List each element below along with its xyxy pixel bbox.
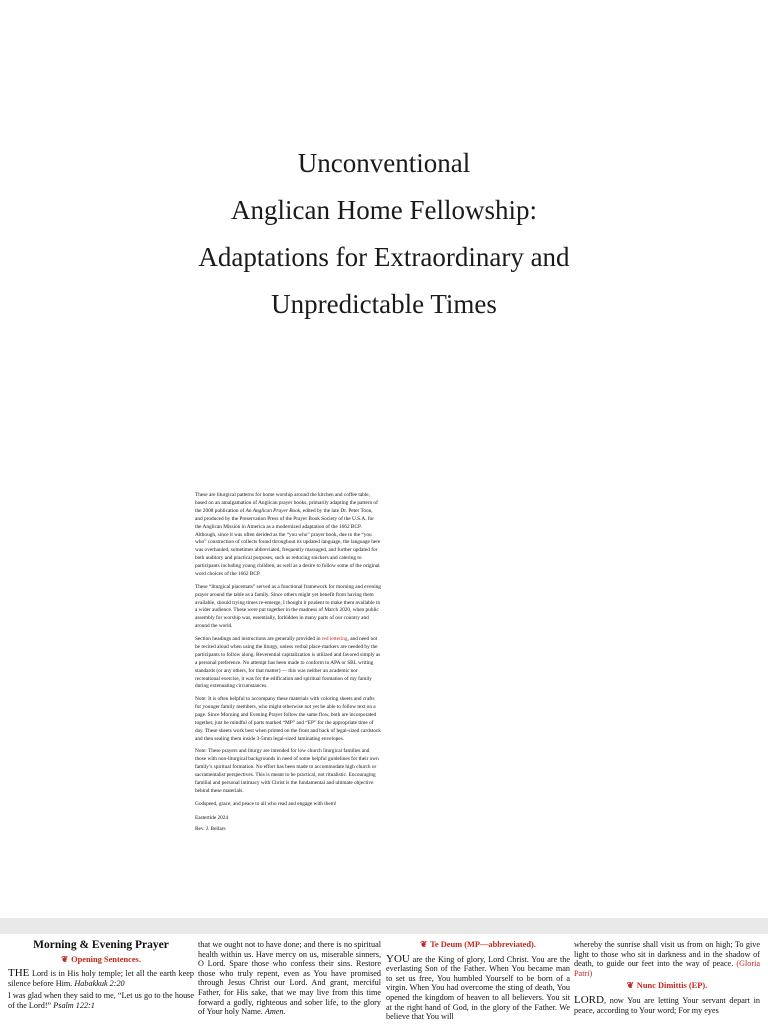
subheading: ❦ Te Deum (MP—abbreviated). bbox=[420, 940, 536, 949]
date-line: Eastertide 2024 bbox=[195, 815, 229, 821]
amen: Amen. bbox=[264, 1007, 286, 1017]
scripture-reference: Habakkuk 2:20 bbox=[74, 978, 125, 988]
sentence: THE Lord is in His holy temple; let all the earth keep silence before Him. Habakkuk 2:20 bbox=[8, 967, 194, 988]
title-line: Anglican Home Fellowship: bbox=[231, 195, 537, 225]
document-title bbox=[0, 140, 768, 328]
column-3 bbox=[386, 940, 570, 1024]
leaf-ornament-icon: ❦ bbox=[61, 954, 69, 964]
confession-text: that we ought not to have done; and there is no spiritual health within us. Have mercy on us, miserable sinners, O Lord. Spare those who confess their sins. Restore those who truly repent, even as You have promised through Jesus Christ our Lord. And grant, merciful Father, for His sake, that we may live from this time forward a godly, righteous and sober life, to the glory of Your holy Name. Amen. bbox=[198, 940, 381, 1017]
liturgy-page bbox=[0, 934, 768, 1024]
gloria-patri-rubric: (Gloria Patri) bbox=[574, 959, 760, 978]
column-1 bbox=[8, 940, 194, 1014]
book-title: An Anglican Prayer Book bbox=[245, 507, 301, 514]
intro-paragraph: These “liturgical placemats” served as a functional framework for morning and evening prayer around the table as a family. Since others might yet benefit from having them available, should trying times re-emerge, I thought it prudent to make them available to a wider audience. These were put together in the madness of March 2020, when public assembly for worship was, essentially, forbidden in many parts of our country and around the world. bbox=[195, 583, 381, 630]
title-line: Adaptations for Extraordinary and bbox=[198, 242, 570, 272]
canticle-text: whereby the sunrise shall visit us from on high; To give light to those who sit in darkness and in the shadow of death, to guide our feet into the way of peace. (Gloria Patri) bbox=[574, 940, 760, 978]
sentence: I was glad when they said to me, “Let us go to the house of the Lord!” Psalm 122:1 bbox=[8, 991, 194, 1010]
column-4 bbox=[574, 940, 760, 1018]
column-2 bbox=[198, 940, 381, 1020]
section-heading: Morning & Evening Prayer bbox=[33, 939, 169, 951]
introduction bbox=[195, 492, 381, 813]
scripture-reference: Psalm 122:1 bbox=[53, 1000, 95, 1010]
canticle-text: YOU are the King of glory, Lord Christ. You are the everlasting Son of the Father. When You became man to set us free, You humbled Yourself to be born of a virgin. When You had overcome the sting of death, You opened the kingdom of heaven to all believers. You sit at the right hand of God, in the glory of the Father. We believe that You will bbox=[386, 952, 570, 1022]
leaf-ornament-icon: ❦ bbox=[626, 981, 634, 991]
intro-note: Note: It is often helpful to accompany these materials with coloring sheets and crafts for younger family members, who might otherwise not yet be able to follow text on a page. Since Morning and Evening Prayer follow the same flow, both are incorporated together, just be mindful of parts marked “MP” and “EP” for the appropriate time of day. These sheets work best when printed on the front and back of legal-sized cardstock and then sealing them inside 3-5mm legal-sized laminating envelopes. bbox=[195, 696, 381, 742]
intro-closing: Godspeed, grace, and peace to all who read and engage with them! bbox=[195, 800, 337, 807]
red-lettering-sample: red lettering bbox=[321, 636, 348, 642]
title-line: Unpredictable Times bbox=[271, 289, 497, 319]
leaf-ornament-icon: ❦ bbox=[420, 940, 428, 949]
intro-paragraph: These are liturgical patterns for home worship around the kitchen and coffee table, based on an amalgamation of Anglican prayer books, primarily adapting the pattern of the 2008 publication of An Anglican Prayer Book, edited by the late Dr. Peter Toon, and produced by the Preservation Press of the Prayer Book Society of the U.S.A. for the Anglican Mission in America as a modernized adaptation of the 1662 BCP. Although, since it was often derided as the “you who” prayer book, due to the “you who” construction of collects found throughout its updated language, the language here was overhauled, sometimes abbreviated, frequently massaged, and further updated for both auditory and practical purposes, such as reducing snickers and catering to participants including young children, as well as a desire to follow some of the original word choices of the 1662 BCP. bbox=[195, 492, 381, 578]
author-line: Rev. J. Bellars bbox=[195, 826, 226, 832]
intro-note: Note: These prayers and liturgy are intended for low church liturgical families and those with non-liturgical backgrounds in need of some helpful guidelines for their own family’s spiritual formation. No effort has been made to accommodate high church or sacramentalist perspectives. This is meant to be practical, not ritualistic. Encouraging familial and personal intimacy with Christ is the fundamental and ultimate objective behind these materials. bbox=[195, 748, 379, 794]
signature-block bbox=[195, 813, 228, 835]
page-divider bbox=[0, 918, 768, 934]
canticle-text: LORD, now You are letting Your servant depart in peace, according to Your word; For my eyes bbox=[574, 993, 760, 1015]
subheading: ❦ Nunc Dimittis (EP). bbox=[626, 981, 708, 991]
title-line: Unconventional bbox=[297, 148, 471, 178]
intro-paragraph: Section headings and instructions are generally provided in red lettering, and need not be recited aloud when using the liturgy, unless verbal place-markers are needed by the participants to follow along. Reverential capitalization is utilized and favored simply as a personal preference. No attempt has been made to conform to APA or SBL writing standards (or any others, for that matter) — this was neither an academic nor recreational exercise, it was for the edification and spiritual formation of my family during extenuating circumstances. bbox=[195, 636, 381, 690]
subheading: ❦ Opening Sentences. bbox=[61, 954, 141, 964]
